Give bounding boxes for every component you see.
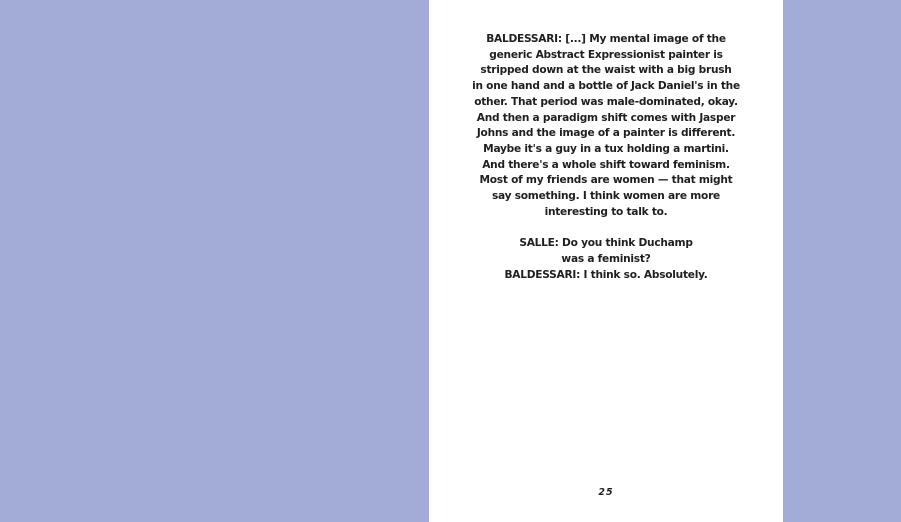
paragraph-line: stripped down at the waist with a big brush	[480, 64, 732, 77]
book-page	[429, 0, 783, 522]
paragraph-line: Most of my friends are women — that might	[479, 174, 733, 187]
paragraph-line: Maybe it's a guy in a tux holding a martini.	[483, 142, 729, 155]
dialogue-line: SALLE: Do you think Duchamp	[519, 237, 693, 250]
paragraph-line: in one hand and a bottle of Jack Daniel's in the	[472, 80, 740, 93]
paragraph-line: other. That period was male-dominated, okay.	[474, 95, 738, 108]
page-number: 25	[598, 487, 614, 498]
paragraph-line: interesting to talk to.	[544, 205, 668, 218]
paragraph-line: And then a paradigm shift comes with Jasper	[476, 111, 736, 124]
dialogue-line: was a feminist?	[561, 252, 651, 265]
paragraph-line: generic Abstract Expressionist painter is	[489, 48, 723, 61]
paragraph-line: And there's a whole shift toward feminism.	[482, 158, 730, 171]
paragraph-line: BALDESSARI: [...] My mental image of the	[486, 33, 726, 45]
paragraph-line: say something. I think women are more	[492, 190, 720, 203]
paragraph-gap	[429, 220, 783, 236]
interview-text	[429, 32, 783, 283]
dialogue-line: BALDESSARI: I think so. Absolutely.	[504, 268, 708, 281]
paragraph-line: Johns and the image of a painter is different.	[476, 127, 736, 140]
